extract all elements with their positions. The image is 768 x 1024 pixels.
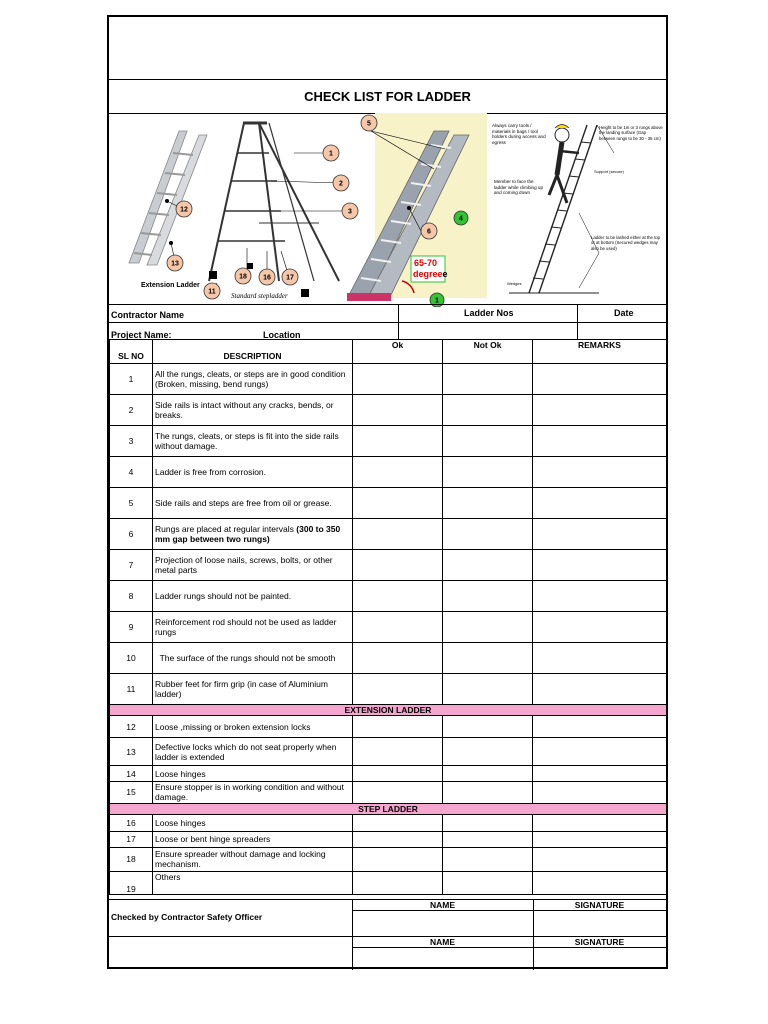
angle-label <box>414 258 437 268</box>
col-remarks: REMARKS <box>533 340 667 364</box>
remarks-cell[interactable] <box>533 612 667 643</box>
svg-text:1: 1 <box>435 297 439 305</box>
remarks-cell[interactable] <box>533 581 667 612</box>
note-wedges-box <box>507 281 531 291</box>
ok-cell[interactable] <box>353 847 443 871</box>
hard-hat-icon <box>555 125 569 129</box>
location-label: Location <box>263 330 301 340</box>
svg-text:2: 2 <box>339 180 343 188</box>
svg-text:17: 17 <box>286 274 294 282</box>
item-number: 10 <box>110 643 153 674</box>
item-description: Projection of loose nails, screws, bolts, or other metal parts <box>153 550 353 581</box>
stepladder-caption <box>231 292 288 300</box>
remarks-cell[interactable] <box>533 426 667 457</box>
ok-cell[interactable] <box>353 488 443 519</box>
item-number: 2 <box>110 395 153 426</box>
not-ok-cell[interactable] <box>443 395 533 426</box>
note-tools-box <box>492 123 550 163</box>
item-description: Reinforcement rod should not be used as ladder rungs <box>153 612 353 643</box>
item-number: 14 <box>110 766 153 782</box>
remarks-cell[interactable] <box>533 831 667 847</box>
remarks-cell[interactable] <box>533 674 667 705</box>
ok-cell[interactable] <box>353 364 443 395</box>
table-row <box>110 831 667 847</box>
not-ok-cell[interactable] <box>443 766 533 782</box>
page-title: CHECK LIST FOR LADDER <box>304 89 471 104</box>
not-ok-cell[interactable] <box>443 550 533 581</box>
item-description: Others <box>153 871 353 894</box>
section-header-extension <box>110 705 667 716</box>
extension-ladder-label <box>141 282 200 289</box>
table-row <box>110 395 667 426</box>
callout-6 <box>421 223 437 239</box>
svg-text:16: 16 <box>263 274 271 282</box>
item-description: Ladder rungs should not be painted. <box>153 581 353 612</box>
contractor-name-label: Contractor Name <box>111 310 185 320</box>
item-description: Loose hinges <box>153 766 353 782</box>
svg-text:3: 3 <box>348 208 352 216</box>
table-header-row <box>110 340 667 364</box>
callout-16 <box>259 269 275 285</box>
col-description: DESCRIPTION <box>153 340 353 364</box>
item-description: Ensure spreader without damage and locking mechanism. <box>153 847 353 871</box>
note-support: Support (secure) <box>594 169 624 174</box>
signoff-line-3 <box>352 947 666 948</box>
item-description: All the rungs, cleats, or steps are in good condition (Broken, missing, bend rungs) <box>153 364 353 395</box>
table-row <box>110 814 667 831</box>
callout-12 <box>176 201 192 217</box>
remarks-cell[interactable] <box>533 643 667 674</box>
callout-5 <box>361 115 377 131</box>
note-face: Member to face the ladder while climbing up and coming down <box>494 179 544 196</box>
item-number: 11 <box>110 674 153 705</box>
item-number: 19 <box>110 871 153 894</box>
extension-ladder-drawing <box>129 131 207 265</box>
checked-by-label: Checked by Contractor Safety Officer <box>111 912 263 922</box>
ok-cell[interactable] <box>353 457 443 488</box>
item-number: 3 <box>110 426 153 457</box>
ok-cell[interactable] <box>353 871 443 894</box>
item-description: Ensure stopper is in working condition and without damage. <box>153 782 353 803</box>
item-number: 1 <box>110 364 153 395</box>
ok-cell[interactable] <box>353 550 443 581</box>
table-row <box>110 643 667 674</box>
remarks-cell[interactable] <box>533 519 667 550</box>
not-ok-cell[interactable] <box>443 674 533 705</box>
angle-unit <box>413 269 448 279</box>
col-not-ok: Not Ok <box>443 340 533 364</box>
item-description: The rungs, cleats, or steps is fit into the side rails without damage. <box>153 426 353 457</box>
item-description <box>153 519 353 550</box>
item-number: 12 <box>110 716 153 738</box>
item-number: 18 <box>110 847 153 871</box>
callout-11 <box>204 283 220 299</box>
table-row <box>110 612 667 643</box>
svg-text:12: 12 <box>180 206 188 214</box>
item-description: Rubber feet for firm grip (in case of Aluminium ladder) <box>153 674 353 705</box>
item-number: 8 <box>110 581 153 612</box>
not-ok-cell[interactable] <box>443 519 533 550</box>
svg-text:13: 13 <box>171 260 179 268</box>
not-ok-cell[interactable] <box>443 847 533 871</box>
col-ok: Ok <box>353 340 443 364</box>
svg-text:4: 4 <box>459 215 463 223</box>
callout-green-4 <box>454 211 468 225</box>
remarks-cell[interactable] <box>533 847 667 871</box>
item-number: 9 <box>110 612 153 643</box>
section-title-step: STEP LADDER <box>110 803 667 814</box>
ok-cell[interactable] <box>353 643 443 674</box>
table-row <box>110 457 667 488</box>
extension-ladder-label-text: Extension Ladder <box>141 282 200 289</box>
not-ok-cell[interactable] <box>443 612 533 643</box>
note-wedges: Wedges <box>507 281 522 286</box>
stepladder-caption-text: Standard stepladder <box>231 292 288 300</box>
table-row <box>110 488 667 519</box>
not-ok-cell[interactable] <box>443 581 533 612</box>
not-ok-cell[interactable] <box>443 643 533 674</box>
item-number: 4 <box>110 457 153 488</box>
checklist-table <box>109 339 667 895</box>
stepladder-foot-left <box>209 271 217 279</box>
item-number: 5 <box>110 488 153 519</box>
table-row <box>110 519 667 550</box>
illustration-divider <box>109 304 666 305</box>
table-row <box>110 871 667 894</box>
note-lashed: Ladder to be lashed either at the top or at bottom (Secured wedges may also be used) <box>591 235 661 251</box>
header-divider <box>109 79 666 80</box>
contractor-row-divider <box>109 322 666 323</box>
ok-cell[interactable] <box>353 674 443 705</box>
angle-value: 65-70 <box>414 258 438 268</box>
table-row <box>110 550 667 581</box>
table-row <box>110 674 667 705</box>
item-description: Loose or bent hinge spreaders <box>153 831 353 847</box>
remarks-cell[interactable] <box>533 814 667 831</box>
ok-cell[interactable] <box>353 782 443 803</box>
ok-cell[interactable] <box>353 831 443 847</box>
item-number: 6 <box>110 519 153 550</box>
ok-cell[interactable] <box>353 766 443 782</box>
ladder-base <box>347 293 391 301</box>
not-ok-cell[interactable] <box>443 364 533 395</box>
remarks-cell[interactable] <box>533 738 667 766</box>
table-row <box>110 738 667 766</box>
remarks-cell[interactable] <box>533 488 667 519</box>
signoff-area <box>109 899 666 970</box>
stepladder-foot-inner <box>247 263 253 269</box>
date-label: Date <box>614 308 634 318</box>
callout-1 <box>323 145 339 161</box>
ok-cell[interactable] <box>353 814 443 831</box>
item-description: Defective locks which do not seat properly when ladder is extended <box>153 738 353 766</box>
note-height-box <box>599 125 663 165</box>
svg-text:11: 11 <box>208 288 216 296</box>
remarks-cell[interactable] <box>533 782 667 803</box>
item-description: Loose ,missing or broken extension locks <box>153 716 353 738</box>
not-ok-cell[interactable] <box>443 457 533 488</box>
signature-label-2: SIGNATURE <box>574 937 625 947</box>
ladder-illustration <box>109 113 666 307</box>
signature-label-1: SIGNATURE <box>574 900 625 910</box>
item-number: 16 <box>110 814 153 831</box>
remarks-cell[interactable] <box>533 716 667 738</box>
ladder-nos-label: Ladder Nos <box>464 308 514 318</box>
table-row <box>110 426 667 457</box>
not-ok-cell[interactable] <box>443 426 533 457</box>
callout-18 <box>235 268 251 284</box>
ok-cell[interactable] <box>353 738 443 766</box>
name-label-1: NAME <box>429 900 456 910</box>
item-description: The surface of the rungs should not be smooth <box>153 643 353 674</box>
item-number: 7 <box>110 550 153 581</box>
callout-2 <box>333 175 349 191</box>
ok-cell[interactable] <box>353 716 443 738</box>
section-title-extension: EXTENSION LADDER <box>110 705 667 716</box>
item-description-bold: (300 to 350 mm gap between two rungs) <box>155 523 341 544</box>
section-header-step <box>110 803 667 814</box>
remarks-cell[interactable] <box>533 395 667 426</box>
item-description: Loose hinges <box>153 814 353 831</box>
note-tools: Always carry tools / materials in bags / tool holders during access and egress <box>492 123 546 146</box>
table-row <box>110 766 667 782</box>
remarks-cell[interactable] <box>533 766 667 782</box>
checklist-sheet <box>107 15 668 969</box>
ok-cell[interactable] <box>353 426 443 457</box>
not-ok-cell[interactable] <box>443 871 533 894</box>
note-height: Height to be 1m or 3 rungs above the landing surface (Gap between rungs to be 30 - 35 cm) <box>599 125 663 141</box>
not-ok-cell[interactable] <box>443 814 533 831</box>
table-row <box>110 847 667 871</box>
table-row <box>110 364 667 395</box>
note-face-box <box>494 179 544 219</box>
ladder-diagram <box>109 113 666 307</box>
note-lashed-box <box>591 235 661 267</box>
remarks-cell[interactable] <box>533 364 667 395</box>
callout-17 <box>282 269 298 285</box>
stepladder-foot-right <box>301 289 309 297</box>
table-row <box>110 716 667 738</box>
remarks-cell[interactable] <box>533 550 667 581</box>
svg-text:5: 5 <box>367 120 371 128</box>
ok-cell[interactable] <box>353 519 443 550</box>
svg-text:6: 6 <box>427 228 431 236</box>
item-number: 13 <box>110 738 153 766</box>
item-number: 17 <box>110 831 153 847</box>
remarks-cell[interactable] <box>533 457 667 488</box>
angle-unit-text: degree <box>413 269 443 279</box>
remarks-cell[interactable] <box>533 871 667 894</box>
angle-unit-suffix: e <box>442 269 448 279</box>
svg-text:1: 1 <box>329 150 333 158</box>
item-number: 15 <box>110 782 153 803</box>
not-ok-cell[interactable] <box>443 716 533 738</box>
table-row <box>110 782 667 803</box>
svg-text:18: 18 <box>239 273 247 281</box>
item-description-text: Rungs are placed at regular intervals <box>155 523 294 534</box>
not-ok-cell[interactable] <box>443 488 533 519</box>
callout-13 <box>167 255 183 271</box>
not-ok-cell[interactable] <box>443 782 533 803</box>
ok-cell[interactable] <box>353 581 443 612</box>
col-sl-no: SL NO <box>110 340 153 364</box>
item-description: Side rails is intact without any cracks, bends, or breaks. <box>153 395 353 426</box>
signoff-line-1 <box>352 910 666 911</box>
ok-cell[interactable] <box>353 395 443 426</box>
item-description: Ladder is free from corrosion. <box>153 457 353 488</box>
callout-3 <box>342 203 358 219</box>
table-row <box>110 581 667 612</box>
not-ok-cell[interactable] <box>443 831 533 847</box>
project-name-label: Project Name: <box>111 330 172 340</box>
not-ok-cell[interactable] <box>443 738 533 766</box>
item-description: Side rails and steps are free from oil or grease. <box>153 488 353 519</box>
name-label-2: NAME <box>429 937 456 947</box>
note-support-box <box>594 169 634 179</box>
ok-cell[interactable] <box>353 612 443 643</box>
